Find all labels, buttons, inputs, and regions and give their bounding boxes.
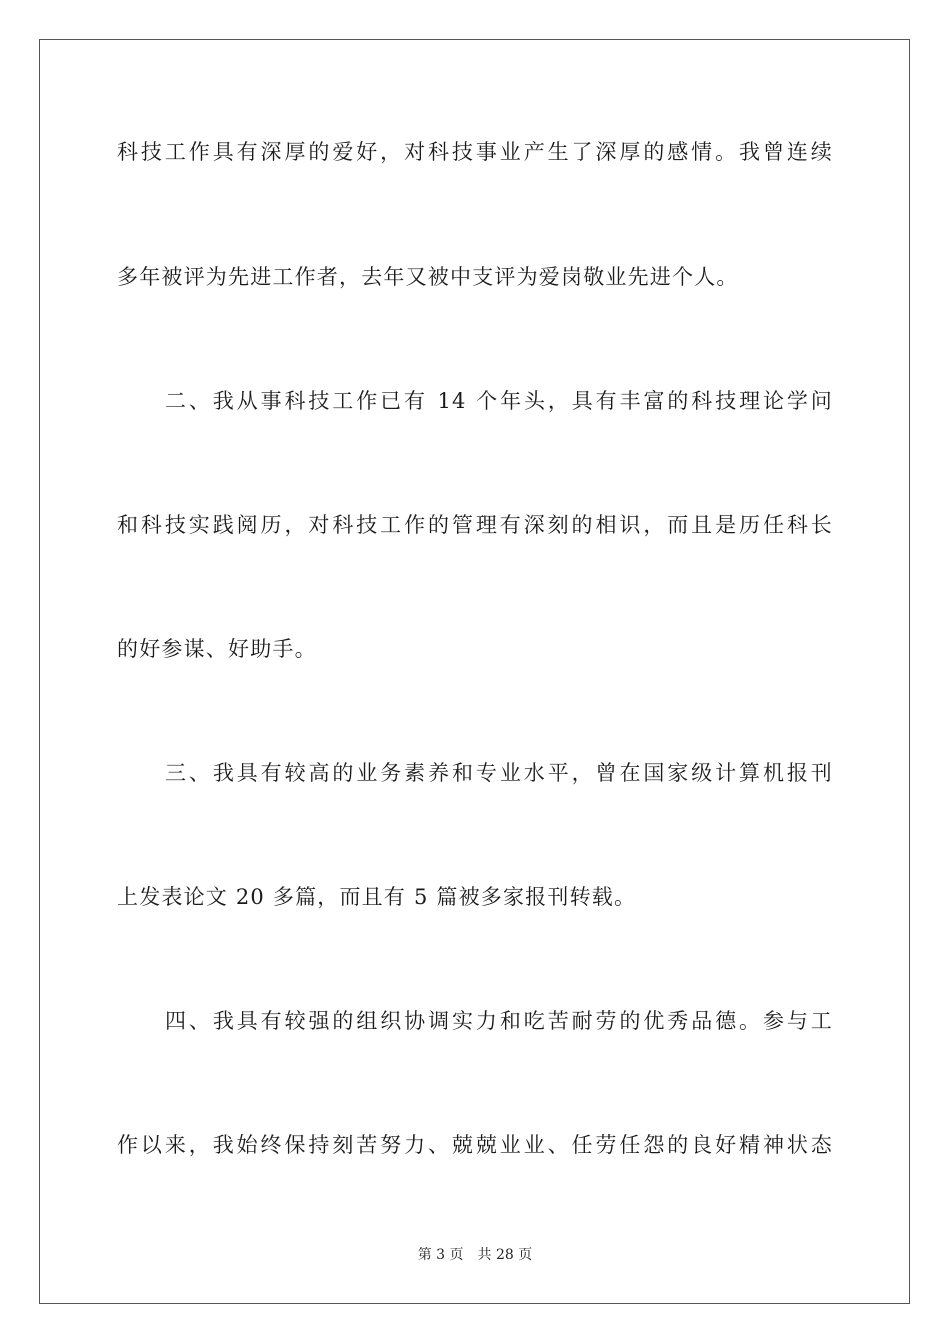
paragraph-line: 和科技实践阅历，对科技工作的管理有深刻的相识，而且是历任科长 [117,513,833,537]
paragraph-line: 科技工作具有深厚的爱好，对科技事业产生了深厚的感情。我曾连续 [117,140,833,164]
paragraph-line: 二、我从事科技工作已有 14 个年头，具有丰富的科技理论学问 [165,389,833,413]
paragraph-line: 三、我具有较高的业务素养和专业水平，曾在国家级计算机报刊 [165,761,833,785]
paragraph-line: 四、我具有较强的组织协调实力和吃苦耐劳的优秀品德。参与工 [165,1009,833,1033]
total-pages: 共 28 页 [477,1247,533,1263]
paragraph-line: 上发表论文 20 多篇，而且有 5 篇被多家报刊转载。 [117,885,637,909]
paragraph-line: 的好参谋、好助手。 [117,637,317,661]
page-border [39,39,910,1304]
page-number: 第 3 页 [417,1247,464,1263]
paragraph-line: 多年被评为先进工作者，去年又被中支评为爱岗敬业先进个人。 [117,265,739,289]
paragraph-line: 作以来，我始终保持刻苦努力、兢兢业业、任劳任怨的良好精神状态 [117,1133,833,1157]
page-footer [0,1245,950,1265]
